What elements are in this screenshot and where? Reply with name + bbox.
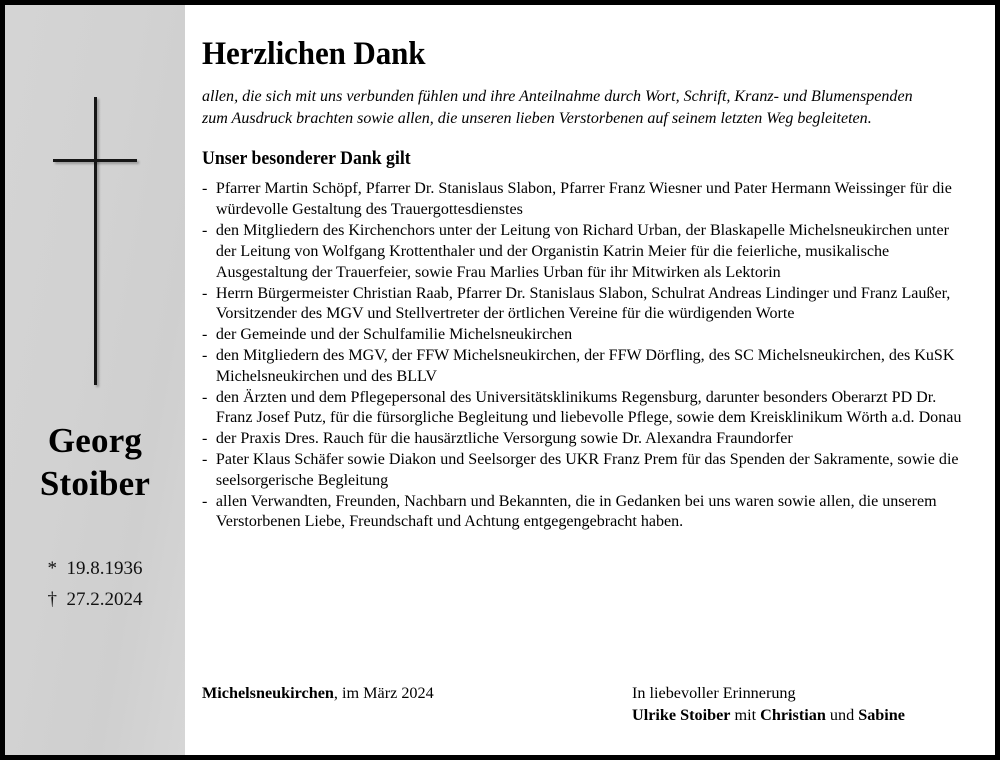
bullet-marker: - — [202, 179, 208, 198]
thanks-list-item-text: Pater Klaus Schäfer sowie Diakon und Seelsorger des UKR Franz Prem für das Spenden der Sakramente, sowie die seelsorgerische Begleitung — [215, 450, 959, 489]
family-connector-1: mit — [730, 705, 761, 724]
cross-icon — [5, 97, 185, 389]
family-member-2: Christian — [760, 705, 826, 724]
thanks-list-item-text: den Mitgliedern des MGV, der FFW Michelsneukirchen, der FFW Dörfling, des SC Michelsneukirchen, des KuSK Michelsneukirchen und des BLLV — [215, 345, 955, 385]
notice-content — [202, 5, 975, 755]
thanks-list-item-text: der Gemeinde und der Schulfamilie Michelsneukirchen — [215, 325, 573, 344]
thanks-list-item — [202, 449, 968, 491]
family-member-3: Sabine — [858, 705, 905, 724]
death-date: † 27.2.2024 — [47, 589, 143, 611]
thanks-list-item — [202, 283, 968, 325]
thanks-list-item-text: Pfarrer Martin Schöpf, Pfarrer Dr. Stanislaus Slabon, Pfarrer Franz Wiesner und Pater Hermann Weissinger für die würdevolle Gestaltung des Trauergottesdienstes — [215, 179, 952, 219]
life-dates — [5, 553, 185, 615]
footer-date: , im März 2024 — [333, 684, 434, 702]
birth-date: * 19.8.1936 — [47, 558, 143, 579]
cross-vertical-bar — [94, 97, 97, 385]
footer-family — [632, 683, 972, 727]
footer-place: Michelsneukirchen — [202, 684, 334, 702]
thanks-list-item — [202, 324, 968, 345]
page-title: Herzlichen Dank — [202, 36, 426, 72]
thanks-list-item — [202, 491, 968, 533]
thanks-list-item-text: den Ärzten und dem Pflegepersonal des Universitätsklinikums Regensburg, darunter besonders Oberarzt PD Dr. Franz Josef Putz, für die fürsorgliche Begleitung und liebevolle Pflege, sowie dem Kreisklinikum Wörth a.d. Donau — [215, 387, 962, 427]
section-heading-special-thanks: Unser besonderer Dank gilt — [202, 149, 411, 170]
bullet-marker: - — [202, 345, 208, 364]
thanks-list-item — [202, 178, 968, 220]
bullet-marker: - — [202, 221, 208, 240]
bullet-marker: - — [202, 450, 208, 469]
intro-paragraph: allen, die sich mit uns verbunden fühlen und ihre Anteilnahme durch Wort, Schrift, Kranz- und Blumenspenden zum Ausdruck brachten sowie allen, die unseren lieben Verstorbenen auf seinem letzten Weg begleiteten. — [202, 86, 913, 127]
thanks-list-item-text: allen Verwandten, Freunden, Nachbarn und Bekannten, die in Gedanken bei uns waren sowie allen, die unserem Verstorbenen Liebe, Freundschaft und Achtung entgegengebracht haben. — [215, 491, 937, 531]
cross-horizontal-bar — [53, 159, 137, 162]
deceased-name — [5, 420, 185, 505]
family-member-1: Ulrike Stoiber — [632, 705, 731, 724]
thanks-list-item-text: Herrn Bürgermeister Christian Raab, Pfarrer Dr. Stanislaus Slabon, Schulrat Andreas Lindinger und Franz Laußer, Vorsitzender des MGV und Stellvertreter der örtlichen Vereine für die würdigenden Worte — [215, 283, 951, 323]
footer-place-date — [202, 683, 632, 727]
bullet-marker: - — [202, 387, 208, 406]
bullet-marker: - — [202, 429, 208, 448]
thanks-list-item-text: der Praxis Dres. Rauch für die hausärztliche Versorgung sowie Dr. Alexandra Fraundorfer — [215, 429, 793, 448]
thanks-list-item — [202, 387, 968, 429]
thanks-list — [202, 170, 974, 532]
bullet-marker: - — [202, 325, 208, 344]
footer-memory-line: In liebevoller Erinnerung — [632, 684, 796, 702]
deceased-first-name: Georg — [47, 421, 143, 460]
family-connector-2: und — [825, 705, 859, 724]
deceased-last-name: Stoiber — [39, 463, 151, 503]
notice-footer — [202, 683, 975, 727]
bullet-marker: - — [202, 283, 208, 302]
thanks-list-item — [202, 345, 968, 387]
bullet-marker: - — [202, 491, 208, 510]
memorial-panel — [5, 5, 185, 755]
footer-family-line — [632, 705, 972, 727]
thanks-list-item-text: den Mitgliedern des Kirchenchors unter der Leitung von Richard Urban, der Blaskapelle Michelsneukirchen unter der Leitung von Wolfgang Krottenthaler und der Organistin Katrin Meier für die feierliche, musikalische Ausgestaltung der Trauerfeier, sowie Frau Marlies Urban für ihr Mitwirken als Lektorin — [215, 221, 949, 281]
thanks-list-item — [202, 220, 968, 282]
thanks-list-item — [202, 428, 968, 449]
